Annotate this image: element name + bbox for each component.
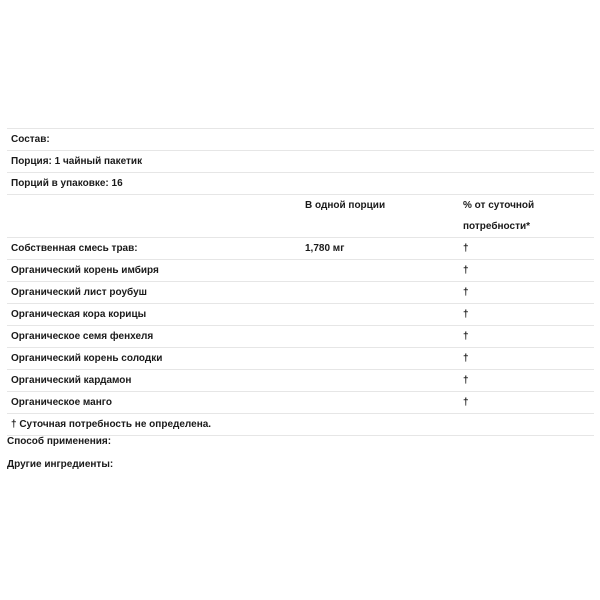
table-row xyxy=(7,238,594,260)
table-row xyxy=(7,348,594,370)
header-empty-cell xyxy=(7,195,301,238)
facts-title: Состав: xyxy=(7,129,594,151)
column-amount-header: В одной порции xyxy=(301,195,459,238)
ingredient-name: Органический кардамон xyxy=(7,370,301,392)
ingredient-name: Органическое манго xyxy=(7,392,301,414)
table-row xyxy=(7,326,594,348)
ingredient-name: Органическое семя фенхеля xyxy=(7,326,301,348)
supplement-facts-table xyxy=(7,128,594,436)
ingredient-dv: † xyxy=(459,260,594,282)
column-header-row xyxy=(7,195,594,238)
title-row xyxy=(7,129,594,151)
ingredient-dv: † xyxy=(459,238,594,260)
footnote: † Суточная потребность не определена. xyxy=(7,414,594,436)
servings-per-container-row xyxy=(7,173,594,195)
ingredient-dv: † xyxy=(459,282,594,304)
serving-size: Порция: 1 чайный пакетик xyxy=(7,151,594,173)
table-row xyxy=(7,304,594,326)
other-ingredients-heading: Другие ингредиенты: xyxy=(7,459,114,470)
ingredient-amount xyxy=(301,304,459,326)
column-dv-header-line1: % от суточной xyxy=(463,200,535,211)
ingredient-name: Органическая кора корицы xyxy=(7,304,301,326)
table-row xyxy=(7,282,594,304)
serving-size-row xyxy=(7,151,594,173)
ingredient-name: Органический корень имбиря xyxy=(7,260,301,282)
ingredient-name: Органический корень солодки xyxy=(7,348,301,370)
ingredient-amount xyxy=(301,370,459,392)
ingredient-name: Собственная смесь трав: xyxy=(7,238,301,260)
column-dv-header-line2: потребности* xyxy=(463,221,531,232)
usage-heading: Способ применения: xyxy=(7,436,112,447)
table-row xyxy=(7,260,594,282)
ingredient-dv: † xyxy=(459,370,594,392)
ingredient-amount xyxy=(301,392,459,414)
ingredient-dv: † xyxy=(459,326,594,348)
ingredient-amount xyxy=(301,282,459,304)
ingredient-amount xyxy=(301,326,459,348)
table-row xyxy=(7,392,594,414)
servings-per-container: Порций в упаковке: 16 xyxy=(7,173,594,195)
ingredient-amount xyxy=(301,348,459,370)
ingredient-dv: † xyxy=(459,392,594,414)
column-dv-header xyxy=(459,195,594,238)
table-row xyxy=(7,370,594,392)
ingredient-dv: † xyxy=(459,304,594,326)
ingredient-amount xyxy=(301,260,459,282)
footnote-row xyxy=(7,414,594,436)
ingredient-amount: 1,780 мг xyxy=(301,238,459,260)
ingredient-dv: † xyxy=(459,348,594,370)
ingredient-name: Органический лист роубуш xyxy=(7,282,301,304)
